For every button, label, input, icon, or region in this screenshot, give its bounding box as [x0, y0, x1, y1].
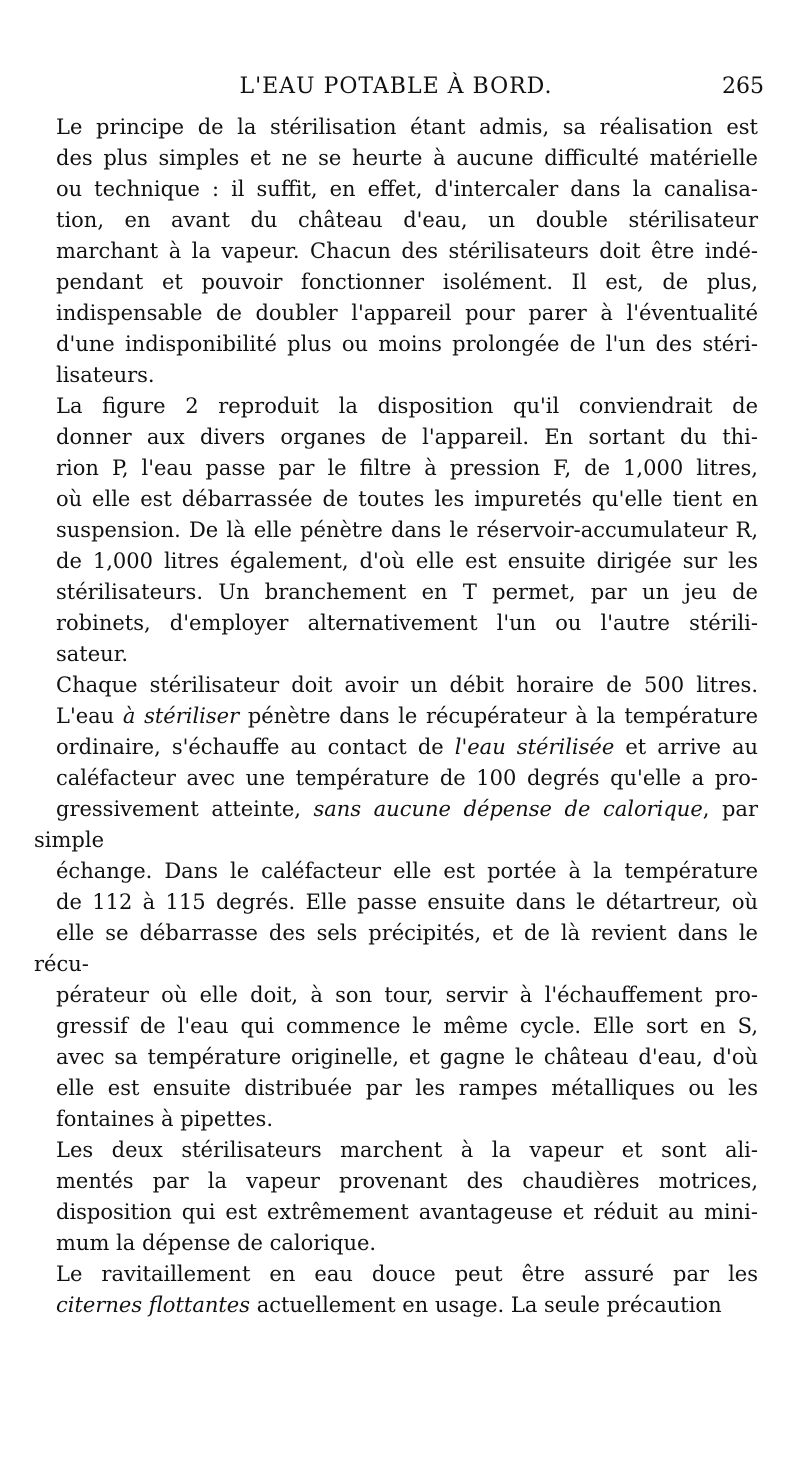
text-line: mum la dépense de calorique.	[56, 1231, 377, 1255]
text-line: elle se débarrasse des sels précipités, et de là revient dans le récu-	[34, 921, 758, 976]
text-line: Chaque stérilisateur doit avoir un débit horaire de 500 litres.	[56, 673, 758, 697]
text-line: marchant à la vapeur. Chacun des stérilisateurs doit être indé-	[56, 239, 758, 263]
text-line: des plus simples et ne se heurte à aucune difficulté matérielle	[56, 146, 758, 170]
text-line: rion P, l'eau passe par le filtre à pression F, de 1,000 litres,	[56, 456, 758, 480]
text-line: gressif de l'eau qui commence le même cycle. Elle sort en S,	[56, 1014, 758, 1038]
text-line: d'une indisponibilité plus ou moins prolongée de l'un des stéri-	[56, 332, 758, 356]
italic-phrase: à stériliser	[122, 704, 240, 728]
running-head-title: L'EAU POTABLE À BORD.	[239, 74, 553, 99]
paragraph	[34, 1259, 758, 1321]
text-line: ou technique : il suffit, en effet, d'intercaler dans la canalisa-	[56, 177, 758, 201]
text-line: tion, en avant du château d'eau, un double stérilisateur	[56, 208, 758, 232]
text-line: pérateur où elle doit, à son tour, servir à l'échauffement pro-	[56, 983, 758, 1007]
text-line: mentés par la vapeur provenant des chaudières motrices,	[56, 1169, 758, 1193]
text-line: suspension. De là elle pénètre dans le réservoir-accumulateur R,	[56, 518, 758, 542]
paragraph	[34, 391, 758, 670]
text-line: échange. Dans le caléfacteur elle est portée à la température	[56, 859, 758, 883]
text-line: robinets, d'employer alternativement l'un ou l'autre stérili-	[56, 611, 758, 635]
text-line: Les deux stérilisateurs marchent à la vapeur et sont ali-	[56, 1138, 758, 1162]
text-line: où elle est débarrassée de toutes les impuretés qu'elle tient en	[56, 487, 758, 511]
running-head	[28, 70, 764, 104]
italic-phrase: l'eau stérilisée	[454, 735, 615, 759]
text-line: indispensable de doubler l'appareil pour parer à l'éventualité	[56, 301, 758, 325]
italic-phrase: citernes flottantes	[56, 1293, 251, 1317]
text-line: disposition qui est extrêmement avantageuse et réduit au mini-	[56, 1200, 758, 1224]
text-line: lisateurs.	[56, 363, 155, 387]
text-line: ordinaire, s'échauffe au contact de l'eau stérilisée et arrive au	[56, 735, 758, 759]
text-line: Le ravitaillement en eau douce peut être assuré par les	[56, 1262, 758, 1286]
text-line: gressivement atteinte, sans aucune dépense de calorique, par simple	[34, 797, 758, 852]
text-line: fontaines à pipettes.	[56, 1107, 274, 1131]
body-text	[34, 112, 758, 1321]
text-line: La figure 2 reproduit la disposition qu'il conviendrait de	[56, 394, 758, 418]
text-line: de 112 à 115 degrés. Elle passe ensuite dans le détartreur, où	[56, 890, 758, 914]
text-line: sateur.	[56, 642, 129, 666]
paragraph	[34, 1135, 758, 1259]
page-number: 265	[722, 74, 764, 99]
text-line: elle est ensuite distribuée par les rampes métalliques ou les	[56, 1076, 758, 1100]
paragraph	[34, 112, 758, 391]
text-line: pendant et pouvoir fonctionner isolément. Il est, de plus,	[56, 270, 758, 294]
text-line: de 1,000 litres également, d'où elle est ensuite dirigée sur les	[56, 549, 758, 573]
text-line: citernes flottantes actuellement en usage. La seule précaution	[56, 1293, 722, 1317]
text-line: donner aux divers organes de l'appareil. En sortant du thi-	[56, 425, 758, 449]
paragraph	[34, 670, 758, 1135]
text-line: caléfacteur avec une température de 100 degrés qu'elle a pro-	[56, 766, 758, 790]
text-line: stérilisateurs. Un branchement en T permet, par un jeu de	[56, 580, 758, 604]
text-line: Le principe de la stérilisation étant admis, sa réalisation est	[56, 115, 758, 139]
text-line: L'eau à stériliser pénètre dans le récupérateur à la température	[56, 704, 759, 728]
italic-phrase: sans aucune dépense de calorique	[313, 797, 703, 821]
text-line: avec sa température originelle, et gagne le château d'eau, d'où	[56, 1045, 758, 1069]
